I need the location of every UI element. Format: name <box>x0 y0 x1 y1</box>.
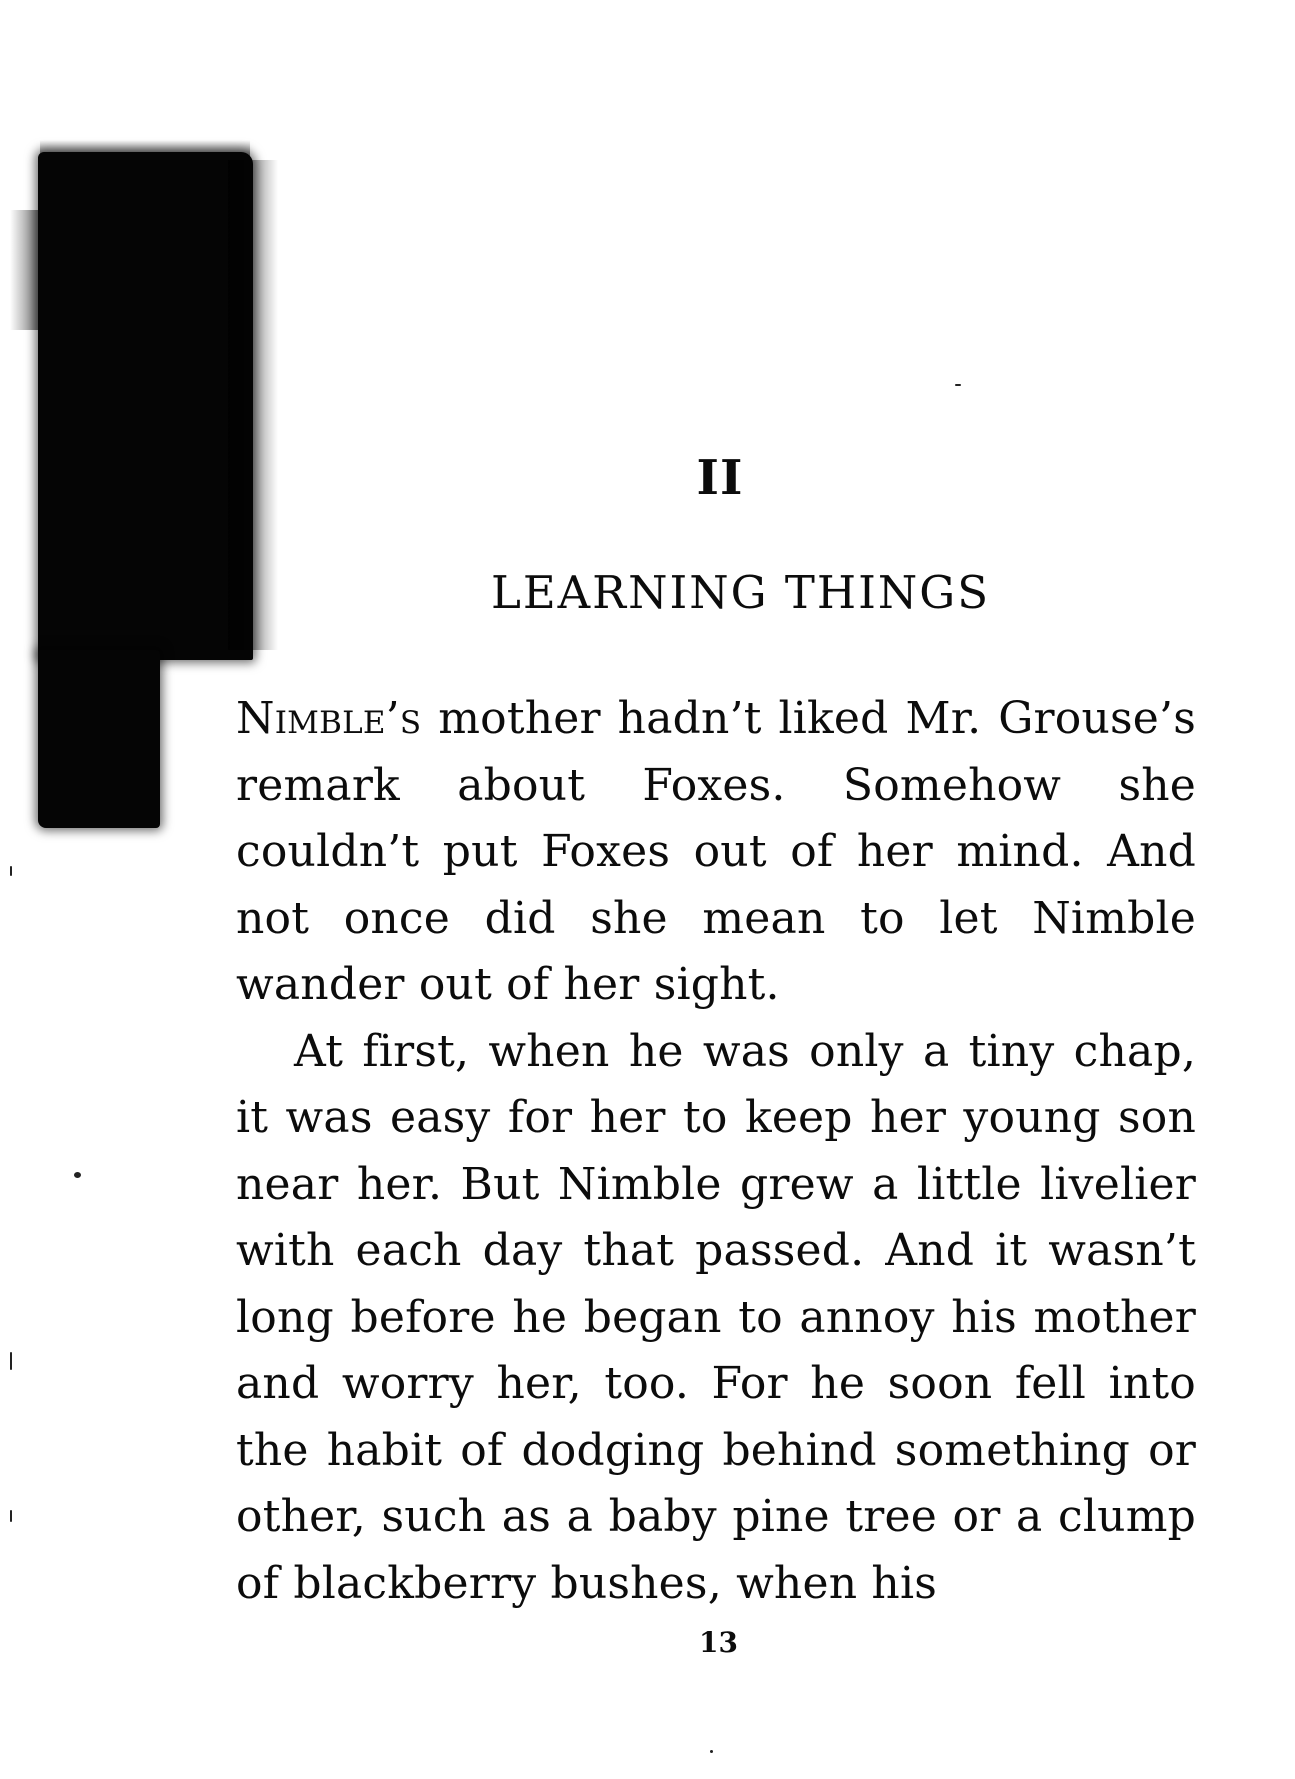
scan-speck <box>10 866 12 876</box>
scan-speck <box>74 1172 81 1178</box>
chapter-number: II <box>696 450 744 506</box>
page-number: 13 <box>699 1626 738 1659</box>
scan-speck <box>955 384 961 386</box>
chapter-title: LEARNING THINGS <box>490 566 991 619</box>
scan-ink-block-lower <box>38 650 160 828</box>
scan-speck <box>710 1750 713 1753</box>
paragraph-2: At first, when he was only a tiny chap, it was easy for her to keep her young son near her. But Nimble grew a little livelier with each day that passed. And it wasn’t long before he began to annoy his mother and worry her, too. For he soon fell into the habit of dodging behind something or other, such as a baby pine tree or a clump of blackberry bushes, when his <box>236 1025 1196 1609</box>
scan-speck <box>10 1352 12 1370</box>
scan-speck <box>10 1510 12 1522</box>
chapter-body <box>236 686 1196 1617</box>
paragraph-1-text: mother hadn’t liked Mr. Grouse’s remark about Foxes. Somehow she couldn’t put Foxes out of her mind. And not once did she mean to let Nimble wander out of her sight. <box>236 693 1196 1010</box>
paragraph-1-lead: Nimble’s <box>236 693 422 744</box>
paragraph-1 <box>236 686 1196 1019</box>
scan-ink-smudge-left <box>10 210 40 330</box>
